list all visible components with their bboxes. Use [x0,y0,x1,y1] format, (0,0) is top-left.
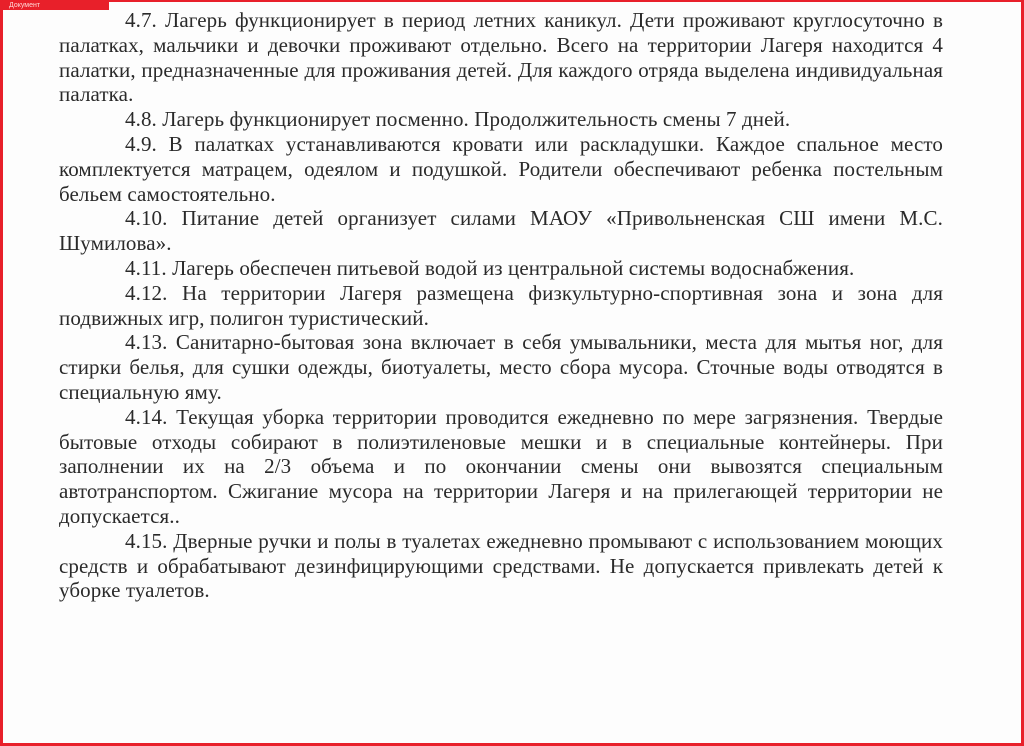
document-page [59,8,943,603]
paragraph-4-11: 4.11. Лагерь обеспечен питьевой водой из центральной системы водоснабжения. [125,255,855,280]
paragraph-4-9: 4.9. В палатках устанавливаются кровати или раскладушки. Каждое спальное место комплектуется матрацем, одеялом и подушкой. Родители обеспечивают ребенка постельным бельем самостоятельно. [59,131,943,206]
paragraph-4-10: 4.10. Питание детей организует силами МАОУ «Привольненская СШ имени М.С. Шумилова». [59,206,943,256]
paragraph-4-12: 4.12. На территории Лагеря размещена физкультурно-спортивная зона и зона для подвижных игр, полигон туристический. [59,280,943,330]
paragraph-4-7: 4.7. Лагерь функционирует в период летних каникул. Дети проживают круглосуточно в палатках, мальчики и девочки проживают отдельно. Всего на территории Лагеря находится 4 палатки, предназначенные для проживания детей. Для каждого отряда выделена индивидуальная палатка. [59,8,943,107]
paragraph-4-15: 4.15. Дверные ручки и полы в туалетах ежедневно промывают с использованием моющих средств и обрабатывают дезинфицирующими средствами. Не допускается привлекать детей к уборке туалетов. [59,528,943,603]
window-tab[interactable]: Документ [3,2,109,10]
paragraph-4-14: 4.14. Текущая уборка территории проводится ежедневно по мере загрязнения. Твердые бытовые отходы собирают в полиэтиленовые мешки и в специальные контейнеры. При заполнении их на 2/3 объема и по окончании смены они вывозятся специальным автотранспортом. Сжигание мусора на территории Лагеря и на прилегающей территории не допускается.. [59,404,943,528]
paragraph-4-8: 4.8. Лагерь функционирует посменно. Продолжительность смены 7 дней. [125,107,791,132]
paragraph-4-13: 4.13. Санитарно-бытовая зона включает в себя умывальники, места для мытья ног, для стирки белья, для сушки одежды, биотуалеты, место сбора мусора. Сточные воды отводятся в специальную яму. [59,330,943,404]
